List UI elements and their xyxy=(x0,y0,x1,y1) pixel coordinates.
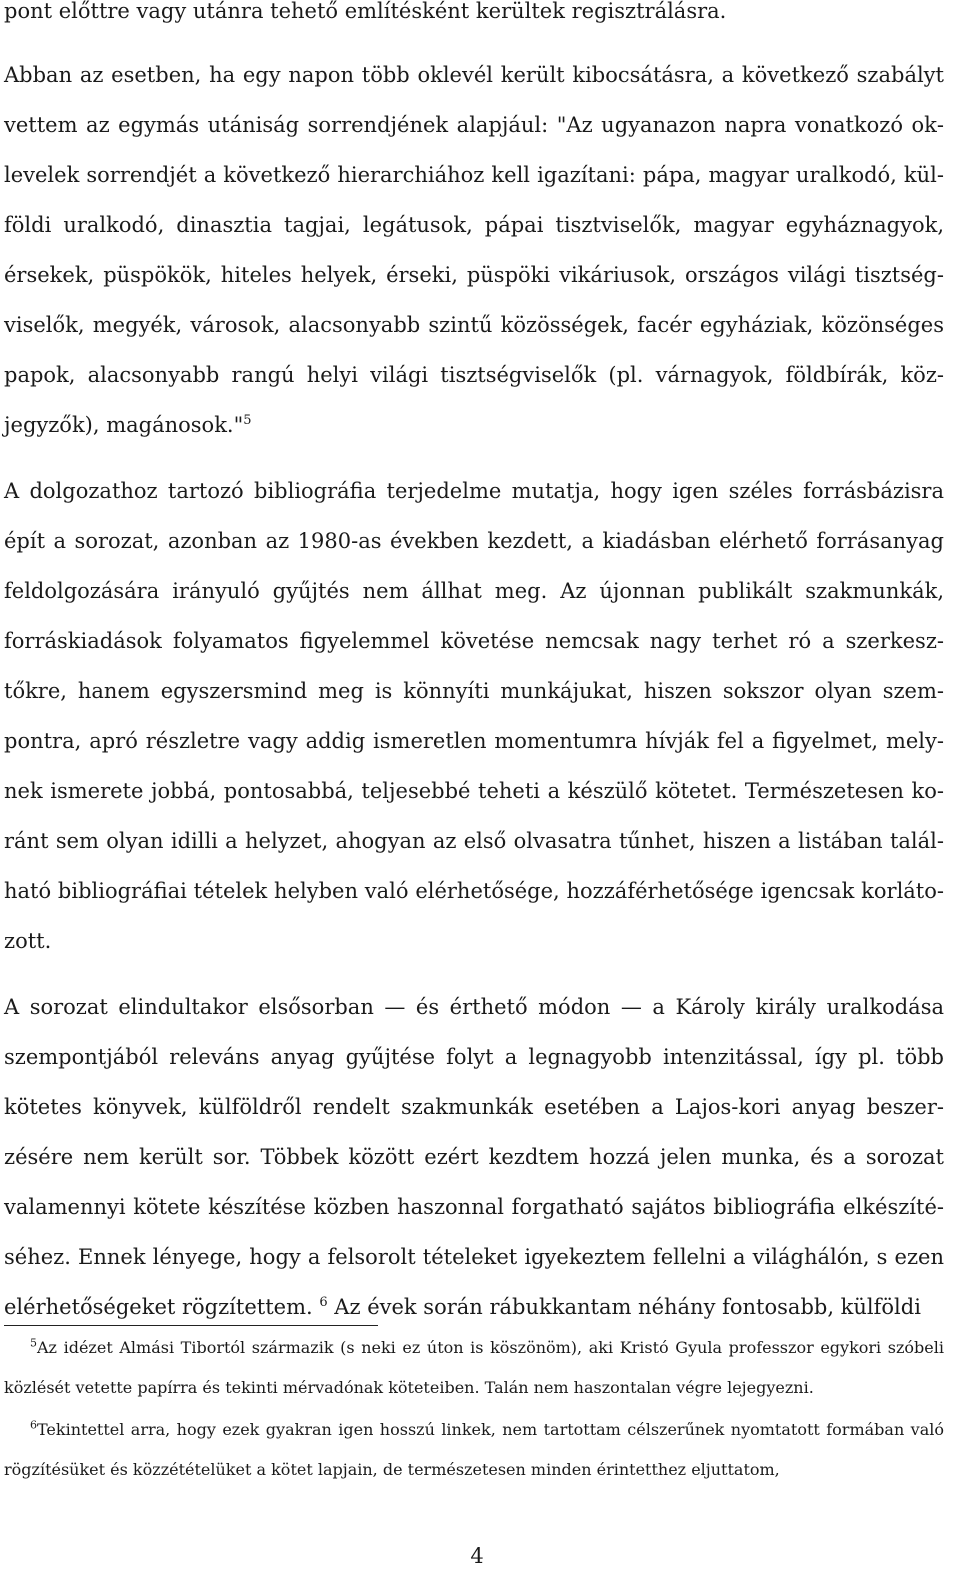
paragraph-text-after: Az évek során rábukkantam néhány fontosabb, külföldi xyxy=(327,1295,921,1319)
paragraph-text-before: A sorozat elindultakor elsősorban — és érthető módon — a Károly király uralkodása szempontjából releváns anyag gyűjtése folyt a legnagyobb intenzitással, így pl. több kötetes könyvek, külföldről rendelt szakmunkák esetében a Lajos-kori anyag beszerzésére nem került sor. Többek között ezért kezdtem hozzá jelen munka, és a sorozat valamennyi kötete készítése közben haszonnal forgatható sajátos bibliográfia elkészítéséhez. Ennek lényege, hogy a felsorolt tételeket igyekeztem fellelni a világhálón, s ezen elérhetőségeket rögzítettem. xyxy=(4,995,944,1319)
paragraph-hierarchy-rule xyxy=(4,50,944,450)
footnote-text: Az idézet Almási Tibortól származik (s neki ez úton is köszönöm), aki Kristó Gyula professzor egykori szóbeli közlését vetette papírra és tekinti mérvadónak köteteiben. Talán nem haszontalan végre lejegyezni. xyxy=(4,1338,944,1397)
paragraph-series-start xyxy=(4,982,944,1332)
footnote-reference-6[interactable]: 6 xyxy=(319,1295,328,1310)
footnote-6 xyxy=(4,1410,944,1490)
paragraph-bibliography xyxy=(4,466,944,966)
footnotes xyxy=(4,1328,944,1490)
page-number: 4 xyxy=(470,1544,484,1568)
page-body xyxy=(4,0,944,1332)
footnote-divider xyxy=(4,1325,378,1326)
footnote-reference-5[interactable]: 5 xyxy=(243,413,252,428)
footnote-text: Tekintettel arra, hogy ezek gyakran igen hosszú linkek, nem tartottam célszerűnek nyomtatott formában való rögzítésüket és közzétételüket a kötet lapjain, de természetesen minden érintetthez eljuttatom, xyxy=(4,1420,944,1479)
paragraph-text: pont előttre vagy utánra tehető említésként kerültek regisztrálásra. xyxy=(4,0,727,23)
footnote-5 xyxy=(4,1328,944,1408)
paragraph-text: A dolgozathoz tartozó bibliográfia terjedelme mutatja, hogy igen széles forrásbázisra épít a sorozat, azonban az 1980-as években kezdett, a kiadásban elérhető forrásanyag feldolgozására irányuló gyűjtés nem állhat meg. Az újonnan publikált szakmunkák, forráskiadások folyamatos figyelemmel követése nemcsak nagy terhet ró a szerkesztőkre, hanem egyszersmind meg is könnyíti munkájukat, hiszen sokszor olyan szempontra, apró részletre vagy addig ismeretlen momentumra hívják fel a figyelmet, melynek ismerete jobbá, pontosabbá, teljesebbé teheti a készülő kötetet. Természetesen koránt sem olyan idilli a helyzet, ahogyan az első olvasatra tűnhet, hiszen a listában található bibliográfiai tételek helyben való elérhetősége, hozzáférhetősége igencsak korlátozott. xyxy=(4,479,944,953)
footnote-mark: 5 xyxy=(30,1336,37,1350)
paragraph-continuation xyxy=(4,0,944,36)
footnote-mark: 6 xyxy=(30,1418,37,1432)
paragraph-text: Abban az esetben, ha egy napon több oklevél került kibocsátásra, a következő szabályt vettem az egymás utániság sorrendjének alapjául: "Az ugyanazon napra vonatkozó oklevelek sorrendjét a következő hierarchiához kell igazítani: pápa, magyar uralkodó, külföldi uralkodó, dinasztia tagjai, legátusok, pápai tisztviselők, magyar egyháznagyok, érsekek, püspökök, hiteles helyek, érseki, püspöki vikáriusok, országos világi tisztségviselők, megyék, városok, alacsonyabb szintű közösségek, facér egyháziak, közönséges papok, alacsonyabb rangú helyi világi tisztségviselők (pl. várnagyok, földbírák, közjegyzők), magánosok." xyxy=(4,63,944,437)
